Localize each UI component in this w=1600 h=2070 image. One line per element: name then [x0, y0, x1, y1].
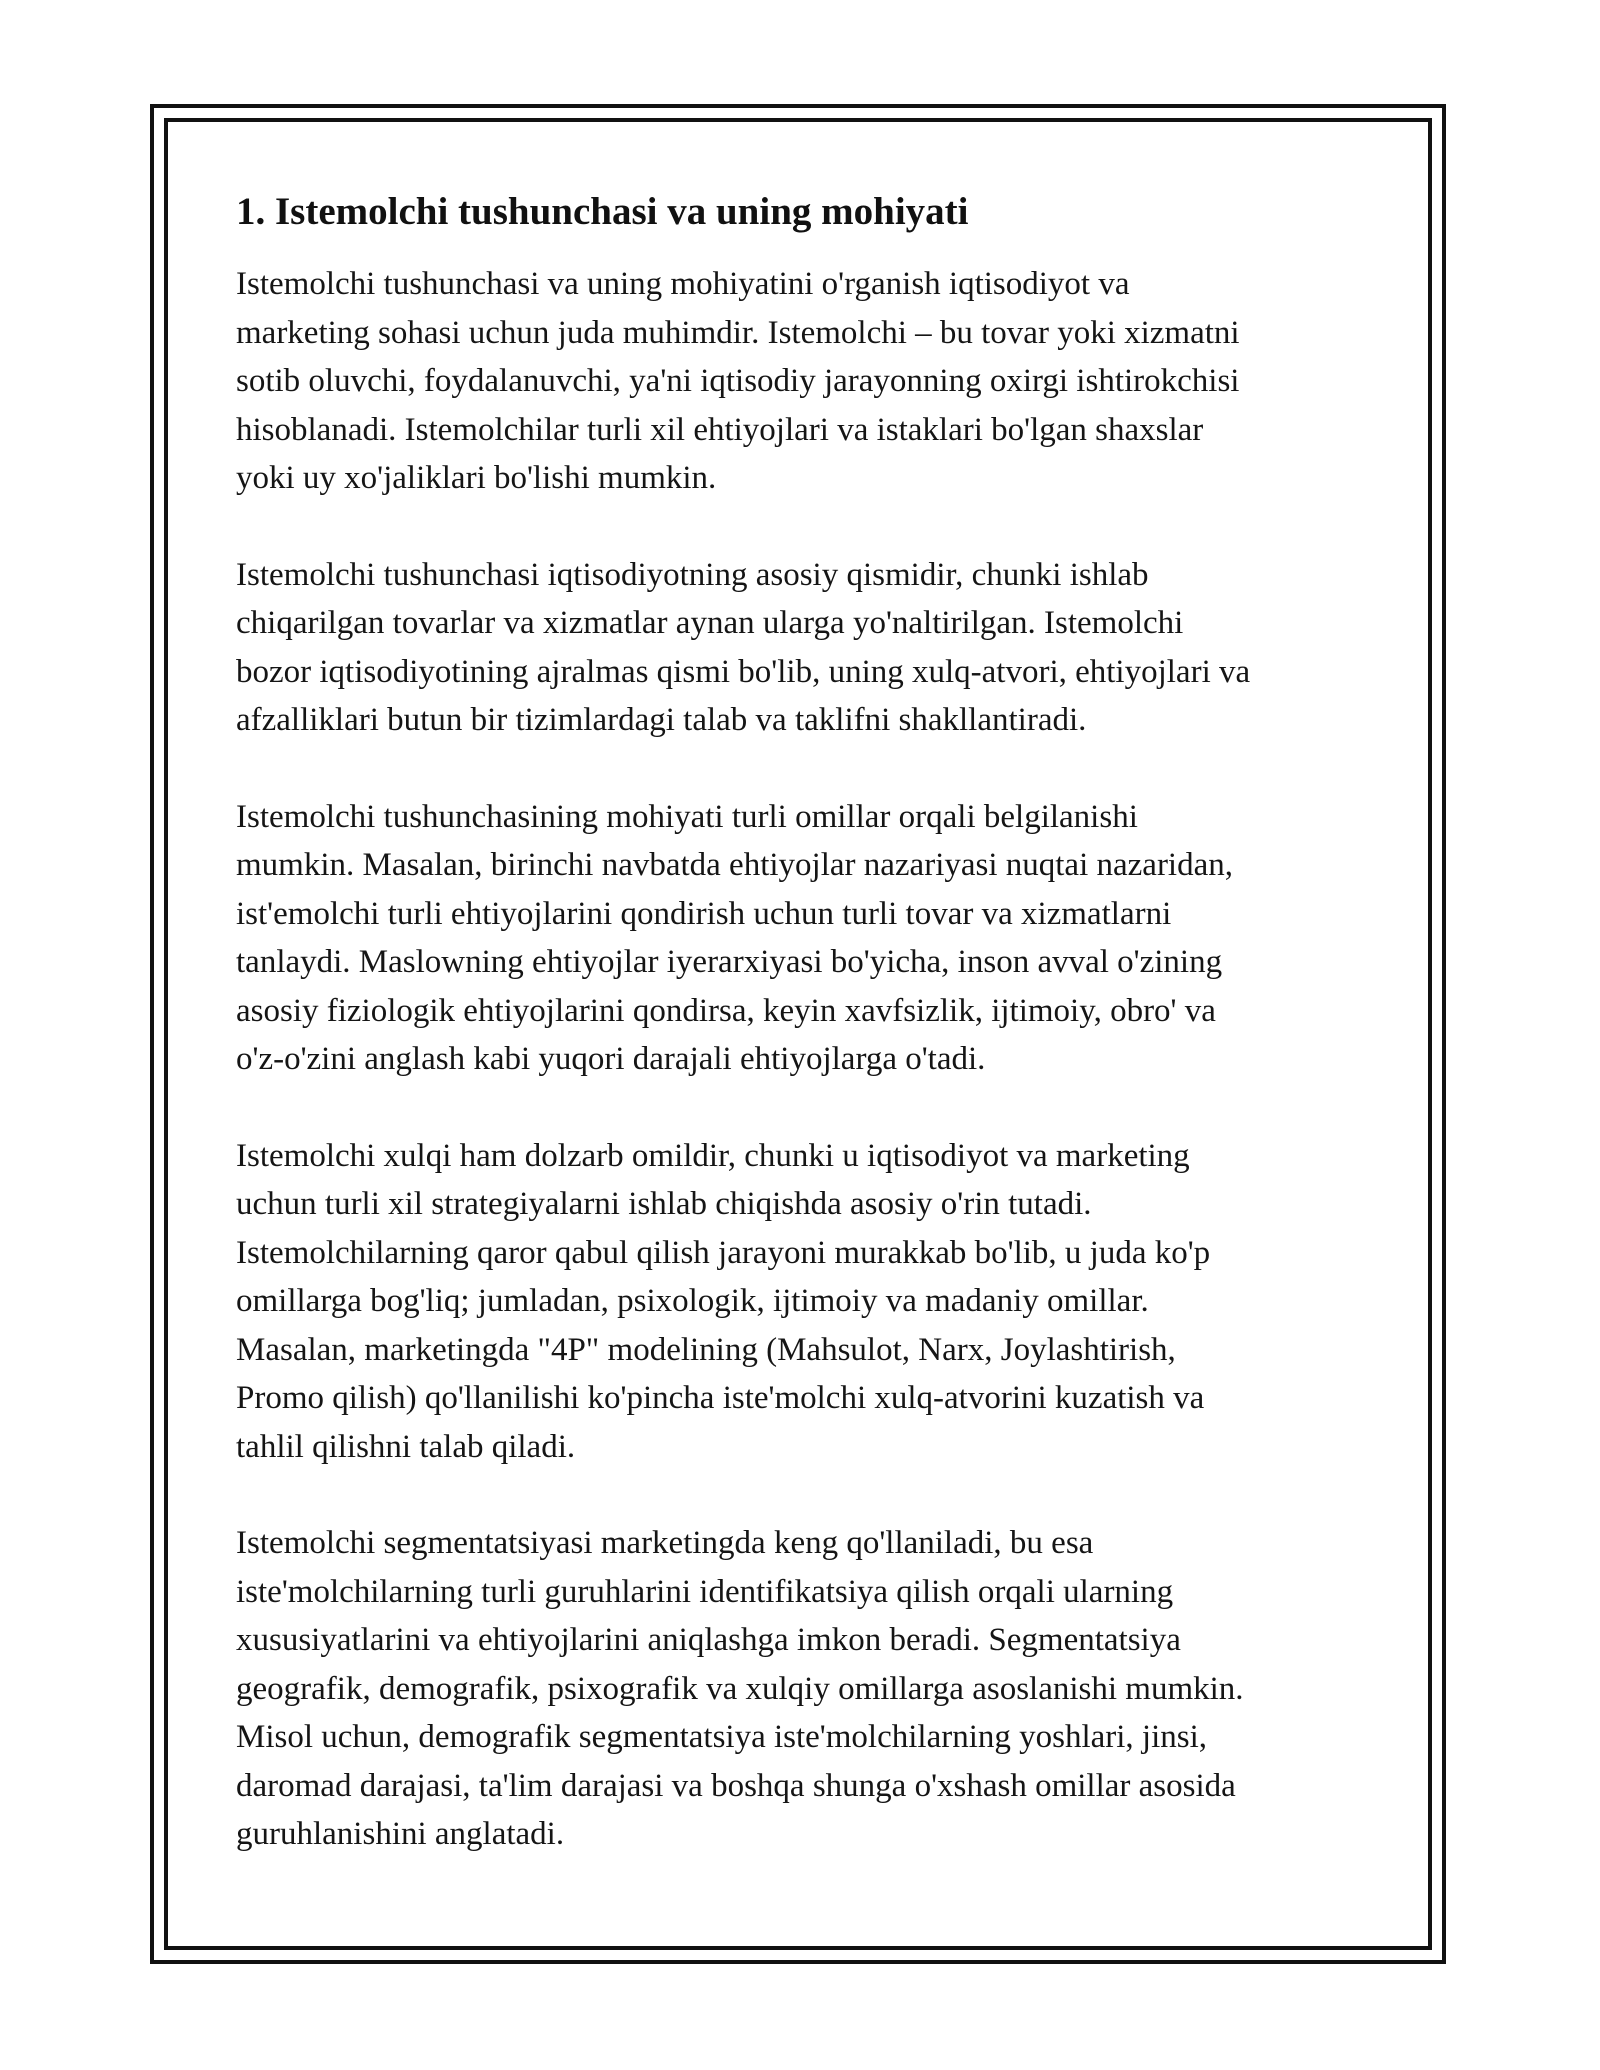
paragraph-line: iste'molchilarning turli guruhlarini identifikatsiya qilish orqali ularning: [236, 1573, 1174, 1610]
paragraph-line: Istemolchi tushunchasi va uning mohiyatini o'rganish iqtisodiyot va: [236, 266, 1130, 302]
paragraph-line: afzalliklari butun bir tizimlardagi talab va taklifni shakllantiradi.: [236, 702, 1087, 738]
paragraph-line: xususiyatlarini va ehtiyojlarini aniqlashga imkon beradi. Segmentatsiya: [236, 1622, 1181, 1658]
paragraph-line: bozor iqtisodiyotining ajralmas qismi bo'lib, uning xulq-atvori, ehtiyojlari va: [236, 653, 1251, 690]
paragraph-line: asosiy fiziologik ehtiyojlarini qondirsa, keyin xavfsizlik, ijtimoiy, obro' va: [236, 992, 1216, 1029]
paragraph-line: guruhlanishini anglatadi.: [236, 1816, 565, 1852]
paragraph: [236, 1132, 1360, 1472]
paragraph-line: o'z-o'zini anglash kabi yuqori darajali ehtiyojlarga o'tadi.: [236, 1041, 986, 1077]
paragraph: [236, 793, 1360, 1084]
paragraph-line: sotib oluvchi, foydalanuvchi, ya'ni iqtisodiy jarayonning oxirgi ishtirokchisi: [236, 363, 1240, 399]
paragraph-line: mumkin. Masalan, birinchi navbatda ehtiyojlar nazariyasi nuqtai nazaridan,: [236, 847, 1233, 883]
paragraph-line: tanlaydi. Maslowning ehtiyojlar iyerarxiyasi bo'yicha, inson avval o'zining: [236, 944, 1223, 980]
paragraph-line: geografik, demografik, psixografik va xulqiy omillarga asoslanishi mumkin.: [236, 1670, 1244, 1707]
paragraph-line: yoki uy xo'jaliklari bo'lishi mumkin.: [236, 460, 717, 496]
paragraph-line: daromad darajasi, ta'lim darajasi va boshqa shunga o'xshash omillar asosida: [236, 1767, 1236, 1804]
paragraph-line: hisoblanadi. Istemolchilar turli xil ehtiyojlari va istaklari bo'lgan shaxslar: [236, 411, 1204, 448]
document-content: [236, 186, 1360, 1907]
paragraph-list: [236, 260, 1360, 1859]
paragraph-line: uchun turli xil strategiyalarni ishlab chiqishda asosiy o'rin tutadi.: [236, 1186, 1092, 1222]
paragraph-line: Istemolchi tushunchasining mohiyati turli omillar orqali belgilanishi: [236, 798, 1138, 835]
paragraph: [236, 260, 1360, 503]
paragraph-line: Istemolchilarning qaror qabul qilish jarayoni murakkab bo'lib, u juda ko'p: [236, 1234, 1211, 1271]
section-heading: 1. Istemolchi tushunchasi va uning mohiyati: [236, 190, 969, 233]
paragraph-line: tahlil qilishni talab qiladi.: [236, 1428, 576, 1465]
paragraph-line: omillarga bog'liq; jumladan, psixologik, ijtimoiy va madaniy omillar.: [236, 1283, 1149, 1319]
paragraph-line: Istemolchi segmentatsiyasi marketingda keng qo'llaniladi, bu esa: [236, 1525, 1094, 1561]
paragraph-line: ist'emolchi turli ehtiyojlarini qondirish uchun turli tovar va xizmatlarni: [236, 895, 1172, 932]
paragraph-line: chiqarilgan tovarlar va xizmatlar aynan ularga yo'naltirilgan. Istemolchi: [236, 605, 1184, 641]
paragraph: [236, 1519, 1360, 1859]
paragraph-line: Promo qilish) qo'llanilishi ko'pincha iste'molchi xulq-atvorini kuzatish va: [236, 1380, 1205, 1416]
paragraph: [236, 551, 1360, 745]
paragraph-line: Istemolchi xulqi ham dolzarb omildir, chunki u iqtisodiyot va marketing: [236, 1137, 1190, 1174]
paragraph-line: Masalan, marketingda "4P" modelining (Mahsulot, Narx, Joylashtirish,: [236, 1331, 1176, 1368]
paragraph-line: marketing sohasi uchun juda muhimdir. Istemolchi – bu tovar yoki xizmatni: [236, 314, 1240, 351]
paragraph-line: Istemolchi tushunchasi iqtisodiyotning asosiy qismidir, chunki ishlab: [236, 556, 1149, 593]
paragraph-line: Misol uchun, demografik segmentatsiya iste'molchilarning yoshlari, jinsi,: [236, 1719, 1208, 1755]
